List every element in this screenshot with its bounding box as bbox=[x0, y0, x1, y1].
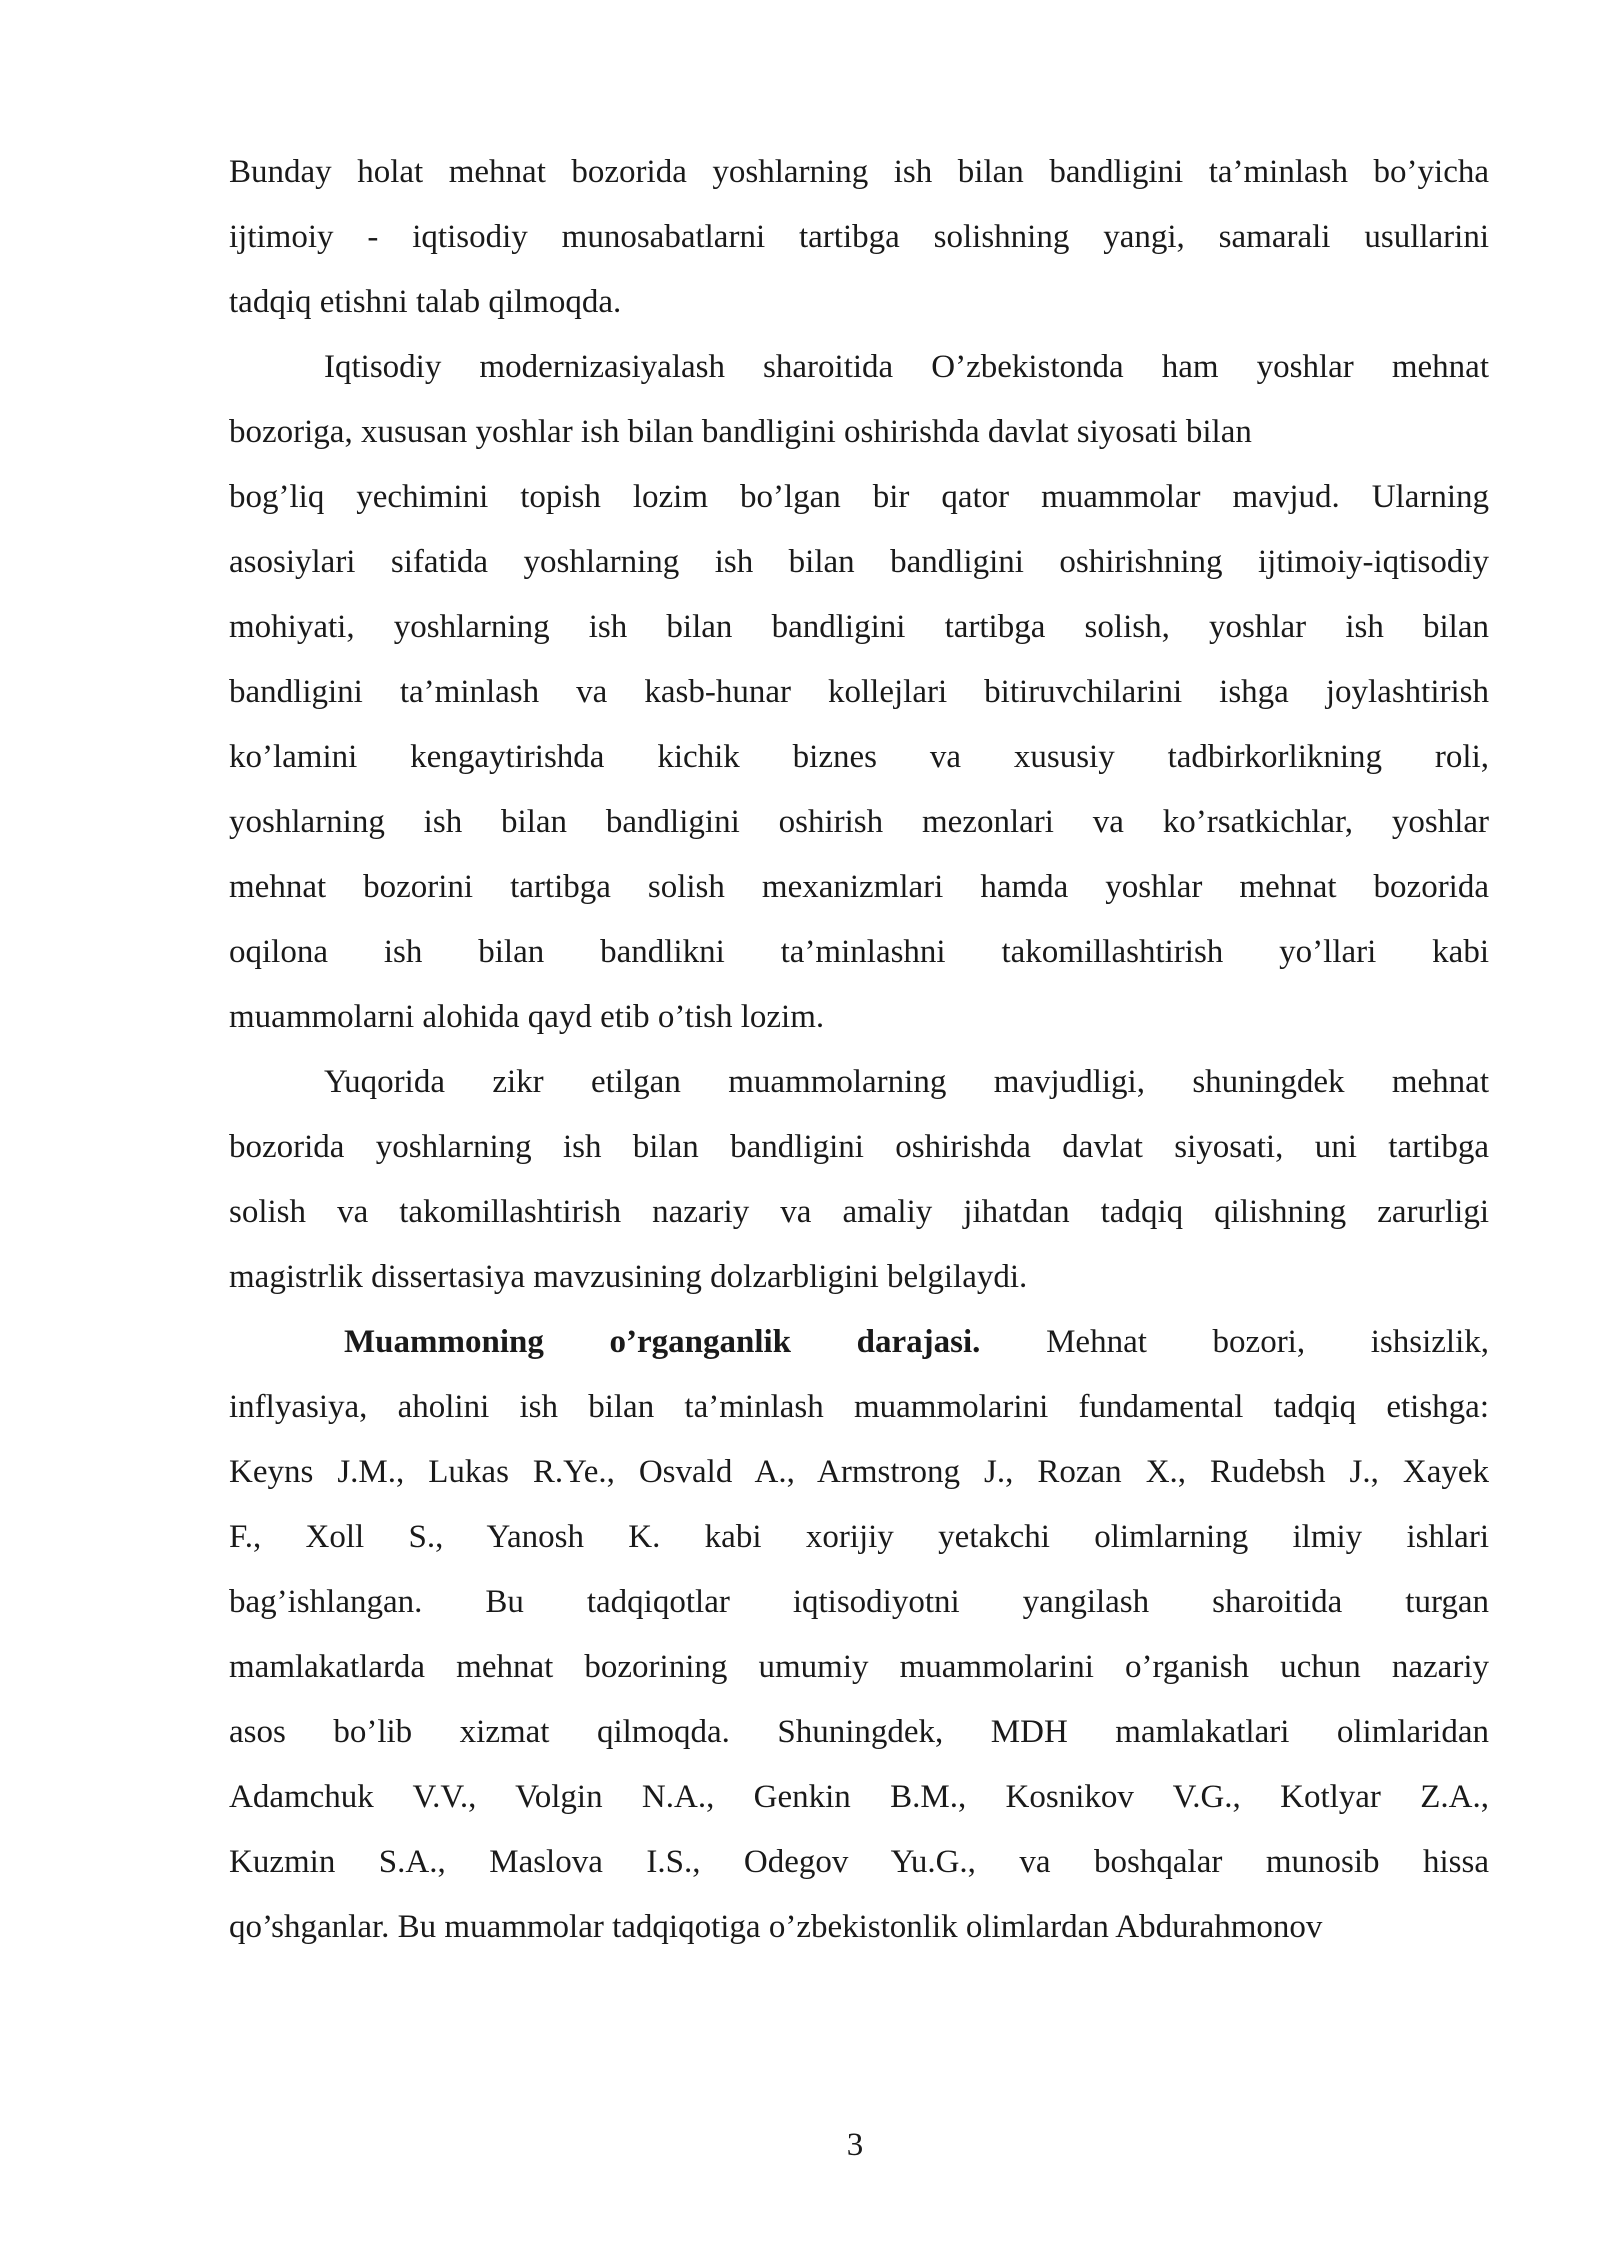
text-line: qo’shganlar. Bu muammolar tadqiqotiga o’zbekistonlik olimlardan Abdurahmonov bbox=[229, 1909, 1323, 1945]
text-line: magistrlik dissertasiya mavzusining dolzarbligini belgilaydi. bbox=[229, 1259, 1028, 1295]
paragraph-first-line: Yuqorida zikr etilgan muammolarning mavjudligi, shuningdek mehnat bbox=[324, 1064, 1489, 1100]
text-line: bog’liq yechimini topish lozim bo’lgan bir qator muammolar mavjud. Ularning bbox=[229, 479, 1489, 515]
text-line: oqilona ish bilan bandlikni ta’minlashni takomillashtirish yo’llari kabi bbox=[229, 934, 1489, 970]
text-line: Keyns J.M., Lukas R.Ye., Osvald A., Armstrong J., Rozan X., Rudebsh J., Xayek bbox=[229, 1454, 1489, 1490]
text-line: F., Xoll S., Yanosh K. kabi xorijiy yetakchi olimlarning ilmiy ishlari bbox=[229, 1519, 1489, 1555]
text-line: mamlakatlarda mehnat bozorining umumiy muammolarini o’rganish uchun nazariy bbox=[229, 1649, 1489, 1685]
text-line: mohiyati, yoshlarning ish bilan bandligini tartibga solish, yoshlar ish bilan bbox=[229, 609, 1489, 645]
section-heading-line bbox=[229, 1310, 1489, 1375]
text-line: bozoriga, xususan yoshlar ish bilan bandligini oshirishda davlat siyosati bilan bbox=[229, 414, 1252, 450]
text-line: ijtimoiy - iqtisodiy munosabatlarni tartibga solishning yangi, samarali usullarini bbox=[229, 219, 1489, 255]
page-number: 3 bbox=[846, 2127, 864, 2163]
text-line: Adamchuk V.V., Volgin N.A., Genkin B.M., Kosnikov V.G., Kotlyar Z.A., bbox=[229, 1779, 1489, 1815]
text-line: tadqiq etishni talab qilmoqda. bbox=[229, 284, 622, 320]
text-line: asos bo’lib xizmat qilmoqda. Shuningdek, MDH mamlakatlari olimlaridan bbox=[229, 1714, 1489, 1750]
text-line: solish va takomillashtirish nazariy va amaliy jihatdan tadqiq qilishning zarurligi bbox=[229, 1194, 1489, 1230]
text-line: ko’lamini kengaytirishda kichik biznes va xususiy tadbirkorlikning roli, bbox=[229, 739, 1489, 775]
text-line: inflyasiya, aholini ish bilan ta’minlash muammolarini fundamental tadqiq etishga: bbox=[229, 1389, 1489, 1425]
text-line: bozorida yoshlarning ish bilan bandligini oshirishda davlat siyosati, uni tartibga bbox=[229, 1129, 1489, 1165]
text-line: mehnat bozorini tartibga solish mexanizmlari hamda yoshlar mehnat bozorida bbox=[229, 869, 1489, 905]
text-line: Bunday holat mehnat bozorida yoshlarning ish bilan bandligini ta’minlash bo’yicha bbox=[229, 154, 1489, 190]
text-line: yoshlarning ish bilan bandligini oshirish mezonlari va ko’rsatkichlar, yoshlar bbox=[229, 804, 1489, 840]
text-line: muammolarni alohida qayd etib o’tish lozim. bbox=[229, 999, 825, 1035]
text-line: bag’ishlangan. Bu tadqiqotlar iqtisodiyotni yangilash sharoitida turgan bbox=[229, 1584, 1489, 1620]
paragraph-first-line: Iqtisodiy modernizasiyalash sharoitida O’zbekistonda ham yoshlar mehnat bbox=[324, 349, 1489, 385]
section-heading: Muammoning o’rganganlik darajasi. bbox=[344, 1324, 981, 1360]
text-line: bandligini ta’minlash va kasb-hunar kollejlari bitiruvchilarini ishga joylashtirish bbox=[229, 674, 1489, 710]
document-body bbox=[229, 140, 1489, 1960]
text-span: Mehnat bozori, ishsizlik, bbox=[1046, 1324, 1489, 1360]
text-line: Kuzmin S.A., Maslova I.S., Odegov Yu.G., va boshqalar munosib hissa bbox=[229, 1844, 1489, 1880]
text-line: asosiylari sifatida yoshlarning ish bilan bandligini oshirishning ijtimoiy-iqtisodiy bbox=[229, 544, 1489, 580]
